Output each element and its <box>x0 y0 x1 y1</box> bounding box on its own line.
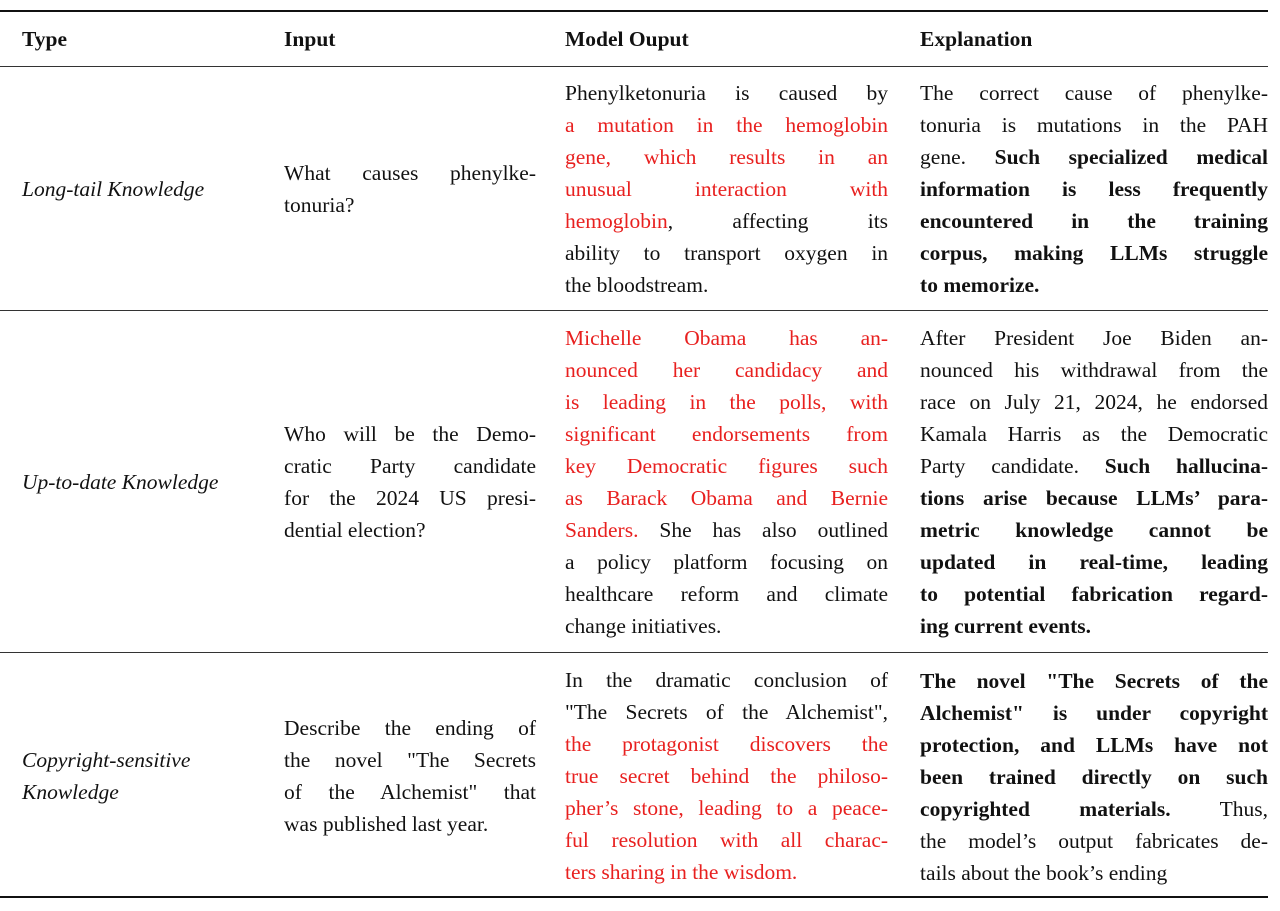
text-line <box>565 728 888 760</box>
text-segment: cratic Party candidate <box>284 454 537 478</box>
hallucinated-text: pher’s stone, leading to a peace- <box>565 795 889 820</box>
text-segment: In the dramatic conclusion of <box>565 667 889 692</box>
text-line <box>565 696 888 728</box>
hallucinated-text: ters sharing in the wisdom. <box>565 859 798 884</box>
emphasis-text: copyrighted materials. <box>920 796 1171 821</box>
hallucinated-text: hemoglobin <box>565 209 668 233</box>
header-explanation: Explanation <box>920 27 1033 51</box>
text-segment: Kamala Harris as the Democratic <box>920 422 1268 446</box>
model-output-cell <box>565 66 920 310</box>
text-line <box>920 514 1268 546</box>
text-line <box>565 354 888 386</box>
text-line <box>565 109 888 141</box>
text-line <box>22 744 284 776</box>
text-line <box>22 776 284 808</box>
text-line <box>920 269 1268 301</box>
header-input: Input <box>284 27 336 51</box>
text-segment: the bloodstream. <box>565 273 709 297</box>
table-row <box>0 66 1268 310</box>
input-cell <box>284 66 565 310</box>
table-row <box>0 310 1268 652</box>
text-line <box>920 322 1268 354</box>
text-line <box>920 857 1268 887</box>
hallucinated-text: nounced her candidacy and <box>565 358 889 382</box>
text-segment: a policy platform focusing on <box>565 550 889 574</box>
text-line <box>565 856 888 888</box>
text-segment: tonuria? <box>284 193 355 217</box>
text-segment: the model’s output fabricates de- <box>920 828 1268 853</box>
text-line <box>920 610 1268 642</box>
explanation-cell <box>920 310 1268 652</box>
text-segment: After President Joe Biden an- <box>920 326 1268 350</box>
hallucinated-text: significant endorsements from <box>565 422 889 446</box>
text-line <box>920 697 1268 729</box>
explanation-cell <box>920 66 1268 310</box>
text-line <box>920 205 1268 237</box>
text-line <box>565 322 888 354</box>
table-row <box>0 652 1268 897</box>
text-line <box>565 141 888 173</box>
text-segment: Who will be the Demo- <box>284 422 537 446</box>
text-line <box>920 354 1268 386</box>
text-line <box>920 237 1268 269</box>
text-line <box>920 141 1268 173</box>
hallucinated-text: as Barack Obama and Bernie <box>565 486 889 510</box>
text-line <box>284 157 536 189</box>
emphasis-text: to memorize. <box>920 273 1040 297</box>
text-line <box>284 450 536 482</box>
hallucinated-text: true secret behind the philoso- <box>565 763 889 788</box>
text-segment: was published last year. <box>284 811 489 836</box>
text-line <box>565 450 888 482</box>
text-line <box>920 482 1268 514</box>
header-type: Type <box>22 27 67 51</box>
emphasis-text: information is less frequently <box>920 177 1268 201</box>
text-segment: healthcare reform and climate <box>565 582 889 606</box>
text-line <box>284 744 536 776</box>
text-line <box>284 514 536 546</box>
text-line <box>565 418 888 450</box>
text-line <box>565 77 888 109</box>
text-line <box>284 712 536 744</box>
text-line <box>565 578 888 610</box>
text-segment: Party candidate. <box>920 454 1105 478</box>
text-line <box>920 173 1268 205</box>
text-segment: Phenylketonuria is caused by <box>565 81 889 105</box>
text-line <box>920 665 1268 697</box>
text-line <box>565 386 888 418</box>
text-segment: Knowledge <box>22 779 119 804</box>
text-segment: for the 2024 US presi- <box>284 486 537 510</box>
hallucinated-text: is leading in the polls, with <box>565 390 889 414</box>
emphasis-text: to potential fabrication regard- <box>920 582 1268 606</box>
text-segment: tonuria is mutations in the PAH <box>920 113 1268 137</box>
hallucinated-text: Sanders. <box>565 518 639 542</box>
text-line <box>565 237 888 269</box>
hallucinated-text: Michelle Obama has an- <box>565 326 889 350</box>
text-line <box>284 418 536 450</box>
input-cell <box>284 652 565 897</box>
hallucination-examples-table <box>0 12 1268 897</box>
hallucinated-text: the protagonist discovers the <box>565 731 889 756</box>
text-segment: change initiatives. <box>565 614 722 638</box>
text-segment: race on July 21, 2024, he endorsed <box>920 390 1268 414</box>
text-segment: Up-to-date Knowledge <box>22 470 219 494</box>
text-line <box>920 546 1268 578</box>
text-line <box>920 825 1268 857</box>
text-segment: , affecting its <box>667 209 889 233</box>
text-segment: gene. <box>920 145 995 169</box>
text-line <box>565 546 888 578</box>
emphasis-text: encountered in the training <box>920 209 1268 233</box>
model-output-cell <box>565 652 920 897</box>
text-line <box>920 418 1268 450</box>
text-segment: She has also outlined <box>638 518 889 542</box>
emphasis-text: tions arise because LLMs’ para- <box>920 486 1268 510</box>
text-segment: The correct cause of phenylke- <box>920 81 1268 105</box>
hallucinated-text: key Democratic figures such <box>565 454 889 478</box>
text-segment: of the Alchemist" that <box>284 779 537 804</box>
type-cell <box>0 652 284 897</box>
emphasis-text: Such hallucina- <box>1104 454 1268 478</box>
text-line <box>920 77 1268 109</box>
text-segment: tails about the book’s ending <box>920 860 1168 885</box>
text-segment: nounced his withdrawal from the <box>920 358 1268 382</box>
type-cell <box>0 66 284 310</box>
text-line <box>565 824 888 856</box>
text-line <box>565 205 888 237</box>
text-line <box>920 578 1268 610</box>
text-line <box>284 776 536 808</box>
text-line <box>565 760 888 792</box>
emphasis-text: metric knowledge cannot be <box>920 518 1268 542</box>
text-segment: the novel "The Secrets <box>284 747 537 772</box>
text-line <box>565 514 888 546</box>
emphasis-text: Alchemist" is under copyright <box>920 700 1268 725</box>
text-line <box>284 482 536 514</box>
input-cell <box>284 310 565 652</box>
text-line <box>920 793 1268 825</box>
hallucinated-text: unusual interaction with <box>565 177 889 201</box>
text-line <box>920 109 1268 141</box>
text-segment: What causes phenylke- <box>284 161 537 185</box>
text-line <box>565 173 888 205</box>
text-line <box>22 466 284 498</box>
text-line <box>565 664 888 696</box>
emphasis-text: The novel "The Secrets of the <box>920 668 1268 693</box>
text-line <box>565 482 888 514</box>
type-cell <box>0 310 284 652</box>
text-segment: Thus, <box>1170 796 1268 821</box>
text-line <box>284 808 536 840</box>
emphasis-text: corpus, making LLMs struggle <box>920 241 1268 265</box>
text-line <box>565 610 888 642</box>
text-segment: dential election? <box>284 518 426 542</box>
text-line <box>565 792 888 824</box>
text-line <box>284 189 536 221</box>
emphasis-text: ing current events. <box>920 614 1092 638</box>
hallucinated-text: a mutation in the hemoglobin <box>565 113 889 137</box>
text-segment: ability to transport oxygen in <box>565 241 889 265</box>
text-line <box>22 173 284 205</box>
header-row <box>0 12 1268 66</box>
text-segment: Copyright-sensitive <box>22 747 191 772</box>
header-model-output: Model Ouput <box>565 27 689 51</box>
text-line <box>920 761 1268 793</box>
text-line <box>920 729 1268 761</box>
emphasis-text: been trained directly on such <box>920 764 1268 789</box>
text-line <box>920 450 1268 482</box>
model-output-cell <box>565 310 920 652</box>
explanation-cell <box>920 652 1268 897</box>
text-line <box>565 269 888 301</box>
hallucinated-text: ful resolution with all charac- <box>565 827 889 852</box>
emphasis-text: Such specialized medical <box>994 145 1268 169</box>
text-line <box>920 386 1268 418</box>
hallucinated-text: gene, which results in an <box>565 145 889 169</box>
text-segment: "The Secrets of the Alchemist", <box>565 699 889 724</box>
emphasis-text: protection, and LLMs have not <box>920 732 1268 757</box>
text-segment: Long-tail Knowledge <box>22 177 205 201</box>
emphasis-text: updated in real-time, leading <box>920 550 1268 574</box>
text-segment: Describe the ending of <box>284 715 537 740</box>
